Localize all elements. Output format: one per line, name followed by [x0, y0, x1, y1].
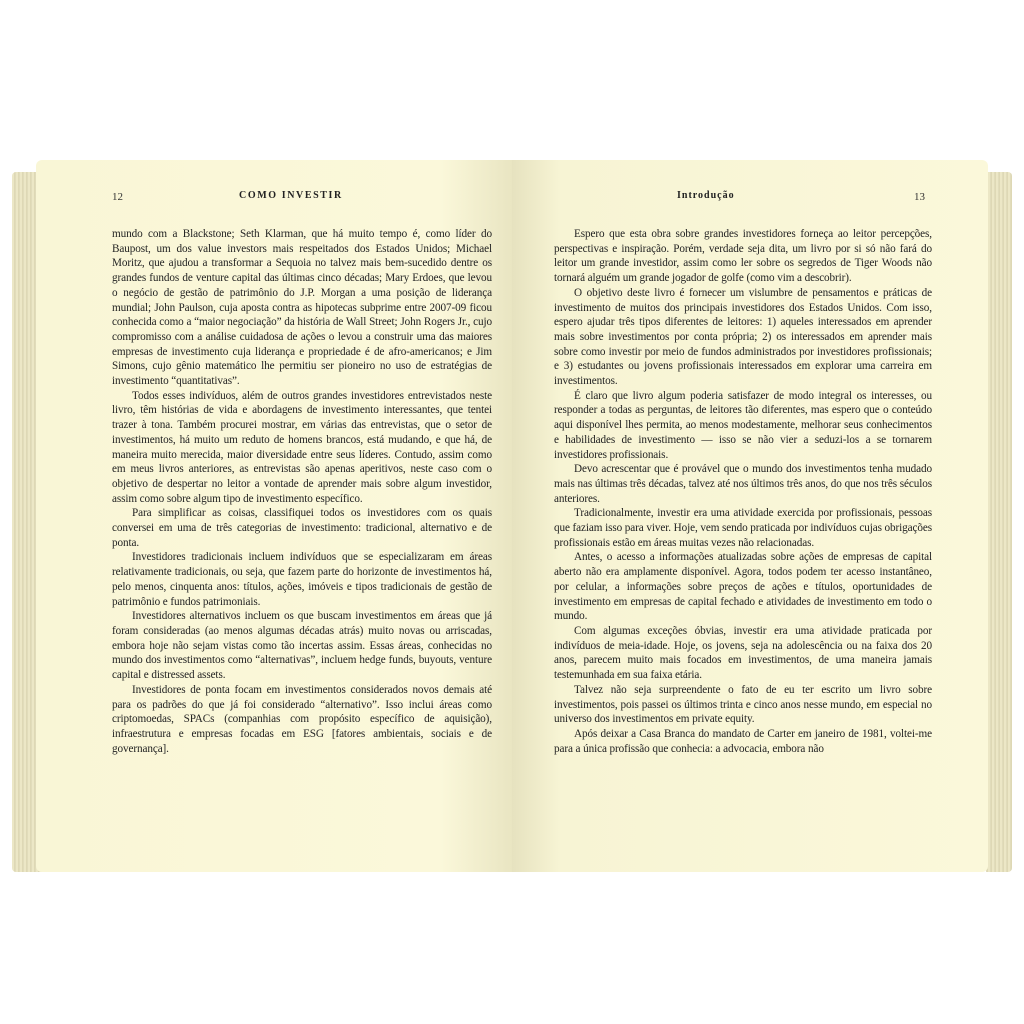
paragraph: É claro que livro algum poderia satisfazer de modo integral os interesses, ou responder a todas as perguntas, de leitores tão diferentes, mas espero que o conteúdo aqui disponível lhes permita, ao menos modestamente, melhorar seus conhecimentos e habilidades de investimento — isso se não vier a seduzi-los a se tornarem investidores profissionais.	[554, 389, 932, 461]
running-head-left: COMO INVESTIR	[239, 190, 343, 201]
running-head-right: Introdução	[677, 190, 735, 201]
page-edges-right	[986, 172, 1012, 872]
paragraph: mundo com a Blackstone; Seth Klarman, que há muito tempo é, como líder do Baupost, um dos value investors mais respeitados dos Estados Unidos; Michael Moritz, que ajudou a transformar a Sequoia no talvez mais bem-sucedido dentre os grandes fundos de venture capital das últimas cinco décadas; Mary Erdoes, que levou o negócio de gestão de patrimônio do J.P. Morgan a uma posição de liderança mundial; John Paulson, cuja aposta contra as hipotecas subprime entre 2007-09 ficou conhecida como a “maior negociação” da história de Wall Street; John Rogers Jr., cujo compromisso com a análise cuidadosa de ações o levou a construir uma das maiores empresas de investimento cuja liderança e propriedade é de afro-americanos; e Jim Simons, cujo gênio matemático lhe permitiu ser pioneiro no uso de estratégias de investimento “quantitativas”.	[112, 228, 492, 388]
page-number-right: 13	[914, 191, 925, 203]
right-page	[512, 160, 988, 872]
paragraph: Antes, o acesso a informações atualizadas sobre ações de empresas de capital aberto não era amplamente disponível. Agora, todos podem ter acesso instantâneo, por celular, a informações sobre preços de ações e títulos, oportunidades de investimento em empresas de capital fechado e atividades de investimento em todo o mundo.	[554, 551, 932, 623]
paragraph: Investidores tradicionais incluem indivíduos que se especializaram em áreas relativamente tradicionais, ou seja, que fazem parte do horizonte de investimentos há, pelo menos, cinquenta anos: títulos, ações, imóveis e tipos tradicionais de gestão de patrimônio e fundos patrimoniais.	[112, 551, 492, 608]
paragraph: Após deixar a Casa Branca do mandato de Carter em janeiro de 1981, voltei-me para a única profissão que conhecia: a advocacia, embora não	[554, 727, 932, 755]
paragraph: Espero que esta obra sobre grandes investidores forneça ao leitor percepções, perspectivas e inspiração. Porém, verdade seja dita, um livro por si só não fará do leitor um grande investidor, assim como ler sobre os segredos de Tiger Woods não tornará alguém um grande jogador de golfe (como vim a descobrir).	[554, 228, 932, 285]
right-page-body	[554, 227, 932, 756]
paragraph: Todos esses indivíduos, além de outros grandes investidores entrevistados neste livro, têm histórias de vida e abordagens de investimento interessantes, que tentei trazer à tona. Também procurei mostrar, em várias das entrevistas, que o setor de investimentos, há muito um reduto de homens brancos, está mudando, e que há, de maneira muito merecida, maior diversidade entre seus líderes. Contudo, assim como em meus livros anteriores, as entrevistas são apenas aperitivos, neste caso com o objetivo de despertar no leitor a vontade de aprender mais sobre algum investidor, assim como sobre algum tipo de investimento específico.	[112, 389, 492, 505]
paragraph: Tradicionalmente, investir era uma atividade exercida por profissionais, pessoas que faziam isso para viver. Hoje, vem sendo praticada por indivíduos cujas obrigações profissionais estão em áreas muitas vezes não relacionadas.	[554, 507, 932, 549]
left-page	[36, 160, 512, 872]
page-number-left: 12	[112, 191, 123, 203]
paragraph: Devo acrescentar que é provável que o mundo dos investimentos tenha mudado mais nas últimas três décadas, talvez até nos últimos três anos, do que nos três séculos anteriores.	[554, 463, 932, 505]
paragraph: Investidores de ponta focam em investimentos considerados novos demais até para os padrões do que já foi considerado “alternativo”. Isso inclui áreas como criptomoedas, SPACs (companhias com propósito específico de aquisição), infraestrutura e empresas focadas em ESG [fatores ambientais, sociais e de governança].	[112, 683, 492, 755]
open-book	[12, 160, 1012, 880]
paragraph: Para simplificar as coisas, classifiquei todos os investidores com os quais conversei em uma de três categorias de investimento: tradicional, alternativo e de ponta.	[112, 507, 492, 549]
left-page-body	[112, 227, 492, 756]
paragraph: Talvez não seja surpreendente o fato de eu ter escrito um livro sobre investimentos, pois passei os últimos trinta e cinco anos nesse mundo, em especial no universo dos investimentos em private equity.	[554, 683, 932, 726]
paragraph: Investidores alternativos incluem os que buscam investimentos em áreas que já foram consideradas (ao menos algumas décadas atrás) muito novas ou arriscadas, embora hoje não sejam vistas como tão incertas assim. Essas áreas, conhecidas no mundo dos investimentos como “alternativas”, incluem hedge funds, buyouts, venture capital e distressed assets.	[112, 610, 492, 682]
paragraph: Com algumas exceções óbvias, investir era uma atividade praticada por indivíduos de meia-idade. Hoje, os jovens, seja na adolescência ou na faixa dos 20 anos, parecem muito mais focados em investimentos, de uma maneira jamais testemunhada em sua faixa etária.	[554, 624, 932, 682]
paragraph: O objetivo deste livro é fornecer um vislumbre de pensamentos e práticas de investimento de muitos dos principais investidores dos Estados Unidos. Com isso, espero ajudar três tipos diferentes de leitores: 1) aqueles interessados em aprender mais sobre investimentos por conta própria; 2) os interessados em aprender mais sobre como investir por meio de fundos administrados por investidores profissionais; e 3) estudantes ou jovens profissionais interessados em explorar uma carreira em investimentos.	[554, 286, 932, 388]
